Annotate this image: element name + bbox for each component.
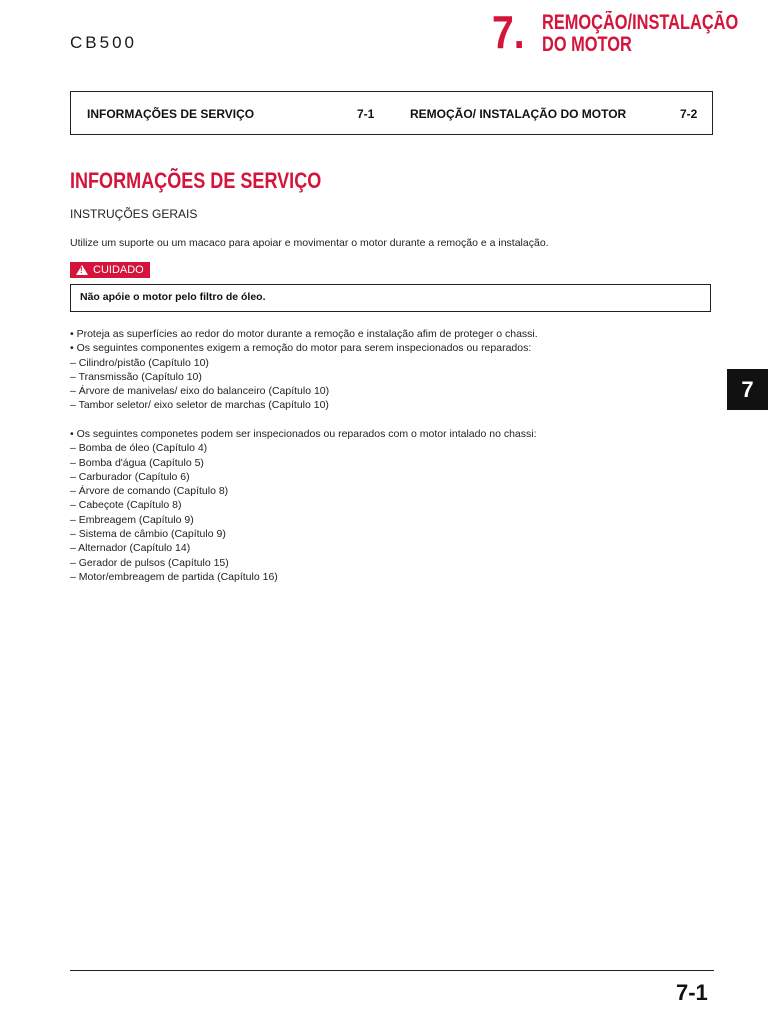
chapter-side-tab[interactable]: 7 <box>727 369 768 410</box>
list-item: – Árvore de comando (Capítulo 8) <box>70 485 229 498</box>
list-item: • Os seguintes componetes podem ser inspecionados ou reparados com o motor intalado no chassi: <box>70 428 537 440</box>
caution-label: CUIDADO <box>93 264 144 276</box>
subheading: INSTRUÇÕES GERAIS <box>70 207 198 221</box>
list-components-removal <box>70 327 538 413</box>
list-item: – Embreagem (Capítulo 9) <box>70 513 194 526</box>
chapter-title <box>542 12 738 56</box>
model-label: CB500 <box>70 33 137 52</box>
table-of-contents <box>70 91 713 135</box>
footer-divider <box>70 970 714 971</box>
intro-text: Utilize um suporte ou um macaco para apoiar e movimentar o motor durante a remoção e a instalação. <box>70 237 549 249</box>
toc-page-service-info[interactable]: 7-1 <box>357 107 375 121</box>
list-item: – Carburador (Capítulo 6) <box>70 470 190 483</box>
list-item: • Proteja as superfícies ao redor do motor durante a remoção e instalação afim de proteger o chassi. <box>70 328 538 340</box>
toc-page-engine-removal[interactable]: 7-2 <box>680 107 698 121</box>
list-item: • Os seguintes componentes exigem a remoção do motor para serem inspecionados ou reparados: <box>70 342 532 355</box>
list-item: – Bomba de óleo (Capítulo 4) <box>70 442 208 455</box>
section-title: INFORMAÇÕES DE SERVIÇO <box>70 168 322 193</box>
chapter-number: 7. <box>492 6 525 58</box>
toc-item-service-info[interactable]: INFORMAÇÕES DE SERVIÇO <box>87 107 255 121</box>
list-item: – Cabeçote (Capítulo 8) <box>70 499 182 512</box>
list-item: – Transmissão (Capítulo 10) <box>70 370 202 383</box>
list-item: – Árvore de manivelas/ eixo do balanceiro (Capítulo 10) <box>70 385 330 398</box>
list-item: – Motor/embreagem de partida (Capítulo 16) <box>70 570 278 583</box>
list-item: – Alternador (Capítulo 14) <box>70 542 191 555</box>
chapter-title-line2: DO MOTOR <box>542 33 632 56</box>
caution-box: Não apóie o motor pelo filtro de óleo. <box>70 284 711 312</box>
caution-badge <box>70 262 150 278</box>
list-item: – Bomba d'água (Capítulo 5) <box>70 456 204 469</box>
list-components-installed <box>70 427 537 584</box>
list-item: – Tambor seletor/ eixo seletor de marchas (Capítulo 10) <box>70 399 329 412</box>
warning-triangle-icon <box>76 265 88 275</box>
toc-item-engine-removal[interactable]: REMOÇÃO/ INSTALAÇÃO DO MOTOR <box>410 107 627 121</box>
list-item: – Sistema de câmbio (Capítulo 9) <box>70 528 226 541</box>
list-item: – Gerador de pulsos (Capítulo 15) <box>70 556 229 569</box>
list-item: – Cilindro/pistão (Capítulo 10) <box>70 356 209 369</box>
page-number: 7-1 <box>676 980 708 1005</box>
chapter-title-line1: REMOÇÃO/INSTALAÇÃO <box>542 11 739 34</box>
